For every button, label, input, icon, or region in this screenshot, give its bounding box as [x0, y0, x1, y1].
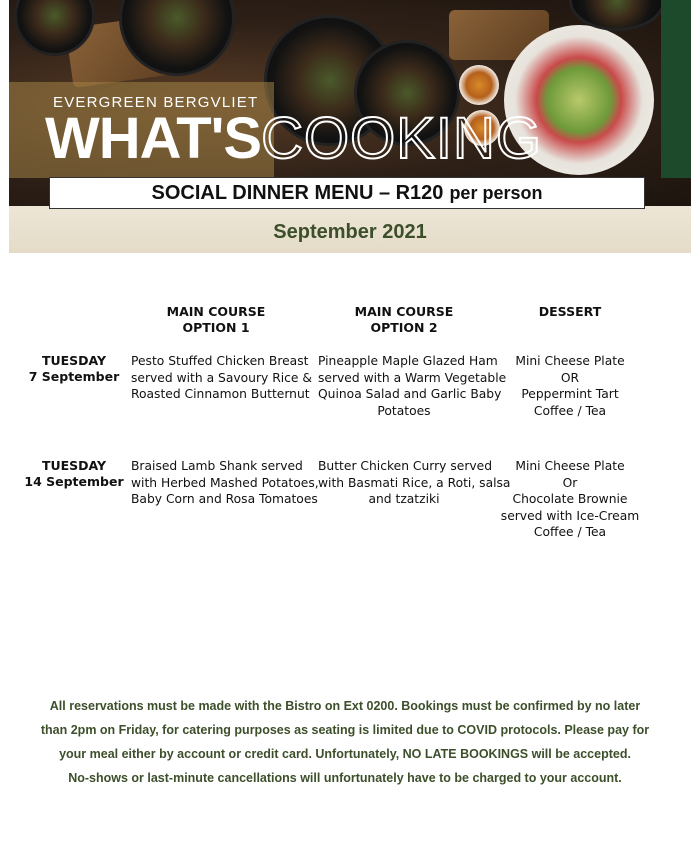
reservation-notice	[30, 694, 660, 790]
menu-line: Butter Chicken Curry served	[318, 459, 493, 473]
column-header-dessert	[495, 304, 645, 320]
menu-title-box	[49, 177, 645, 209]
menu-line: Quinoa Salad and Garlic Baby	[318, 387, 502, 401]
menu-cell-option-1	[131, 458, 319, 508]
menu-line: Coffee / Tea	[533, 525, 607, 539]
menu-line: Peppermint Tart	[521, 387, 619, 401]
notice-line: No-shows or last-minute cancellations will unfortunately have to be charged to your account.	[68, 771, 622, 785]
wordmark-light: COOKING	[261, 106, 543, 171]
menu-line: Or	[562, 475, 578, 490]
accent-bar	[661, 0, 691, 178]
menu-line: Roasted Cinnamon Butternut	[131, 387, 310, 401]
notice-line: your meal either by account or credit card. Unfortunately, NO LATE BOOKINGS will be accepted.	[59, 747, 631, 761]
menu-line: Braised Lamb Shank served	[131, 459, 303, 473]
column-header-line: DESSERT	[538, 304, 602, 319]
menu-line: Mini Cheese Plate	[515, 459, 625, 473]
column-header-option-1	[131, 304, 301, 336]
wordmark-bold: WHAT'S	[45, 106, 262, 171]
column-header-line: OPTION 2	[370, 320, 438, 335]
notice-line: than 2pm on Friday, for catering purposes as seating is limited due to COVID protocols. Please pay for	[40, 723, 650, 737]
whats-cooking-wordmark	[45, 104, 542, 174]
menu-line: Pesto Stuffed Chicken Breast	[131, 354, 309, 368]
menu-cell-dessert	[495, 353, 645, 419]
menu-line: OR	[560, 370, 580, 385]
menu-line: Chocolate Brownie	[512, 492, 628, 506]
day-name: TUESDAY	[41, 353, 107, 368]
day-date: 14 September	[24, 474, 124, 489]
menu-cell-dessert	[495, 458, 645, 541]
menu-line: and tzatziki	[368, 492, 440, 506]
column-header-line: MAIN COURSE	[166, 304, 266, 319]
day-label	[18, 353, 130, 385]
menu-line: served with Ice-Cream	[500, 508, 640, 523]
menu-line: served with a Warm Vegetable	[318, 370, 507, 385]
menu-cell-option-1	[131, 353, 312, 403]
header-food-photo	[9, 0, 691, 206]
menu-line: Potatoes	[377, 403, 431, 418]
menu-line: Baby Corn and Rosa Tomatoes	[131, 492, 318, 506]
menu-cell-option-2	[318, 353, 507, 419]
column-header-line: MAIN COURSE	[354, 304, 454, 319]
menu-line: Coffee / Tea	[533, 403, 607, 418]
menu-line: Pineapple Maple Glazed Ham	[318, 354, 498, 368]
day-date: 7 September	[28, 369, 120, 384]
month-band	[9, 206, 691, 253]
menu-line: served with a Savoury Rice &	[131, 370, 312, 385]
notice-line: All reservations must be made with the Bistro on Ext 0200. Bookings must be confirmed by no later	[49, 699, 641, 713]
month-title: September 2021	[273, 221, 427, 243]
sauce-bowl	[459, 65, 499, 105]
day-name: TUESDAY	[41, 458, 107, 473]
menu-line: with Herbed Mashed Potatoes,	[131, 475, 319, 490]
menu-cell-option-2	[318, 458, 511, 508]
menu-title: SOCIAL DINNER MENU – R120	[151, 181, 444, 204]
day-label	[18, 458, 130, 490]
column-header-option-2	[318, 304, 490, 336]
menu-line: Mini Cheese Plate	[515, 354, 625, 368]
brand-name: EVERGREEN BERGVLIET	[53, 94, 259, 111]
menu-price-suffix: per person	[449, 182, 543, 203]
column-header-line: OPTION 1	[182, 320, 250, 335]
menu-line: with Basmati Rice, a Roti, salsa	[318, 475, 511, 490]
